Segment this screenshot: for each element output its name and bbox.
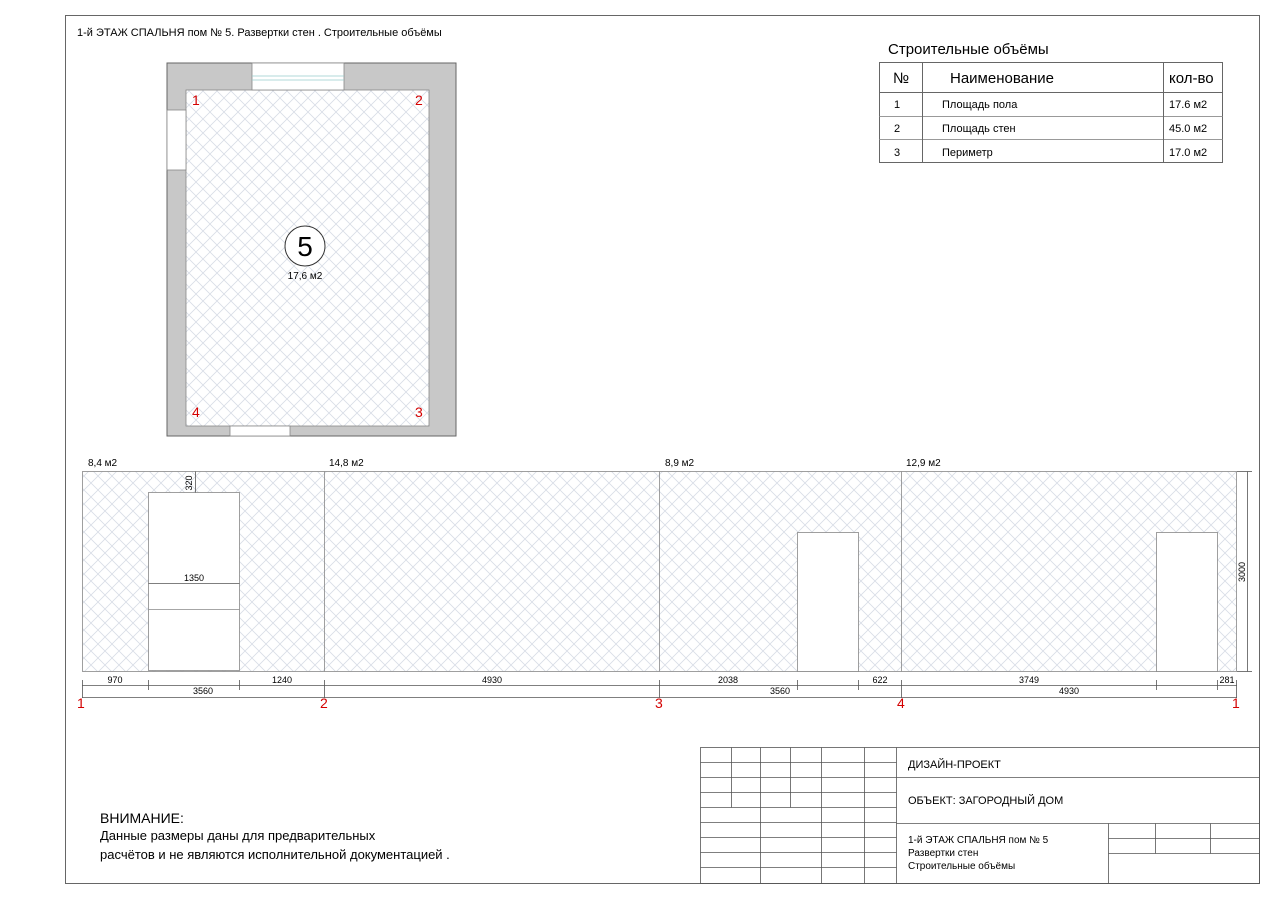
title-sheet-line-1: 1-й ЭТАЖ СПАЛЬНЯ пом № 5	[908, 835, 1049, 846]
elev-corner-4: 4	[897, 695, 905, 711]
room-number: 5	[297, 231, 313, 262]
volumes-table	[880, 41, 1223, 163]
dim-3560-a: 3560	[192, 686, 214, 696]
row-2-number: 2	[894, 123, 901, 135]
elev-corner-1: 1	[77, 695, 85, 711]
dim-970: 970	[107, 675, 123, 685]
row-1-qty: 17.6 м2	[1169, 99, 1208, 111]
title-object: ОБЪЕКТ: ЗАГОРОДНЫЙ ДОМ	[908, 795, 1064, 807]
elev-corner-3: 3	[655, 695, 663, 711]
elev-corner-2: 2	[320, 695, 328, 711]
notice-line-2: расчётов и не являются исполнительной документацией .	[100, 847, 450, 862]
plan-corner-3: 3	[415, 404, 423, 420]
row-2-name: Площадь стен	[942, 123, 1016, 135]
volumes-title: Строительные объёмы	[888, 41, 1049, 58]
wall-area-4: 12,9 м2	[906, 458, 941, 469]
room-area: 17,6 м2	[287, 271, 323, 282]
wall-area-2: 14,8 м2	[329, 458, 364, 469]
title-sheet-line-2: Развертки стен	[908, 848, 979, 859]
window-width-dim: 1350	[183, 573, 205, 583]
dim-4930-a: 4930	[481, 675, 503, 685]
elev-corner-1-end: 1	[1232, 695, 1240, 711]
wall-area-1: 8,4 м2	[88, 458, 118, 469]
dim-3749: 3749	[1018, 675, 1040, 685]
plan-corner-4: 4	[192, 404, 200, 420]
plan-door-bottom	[230, 426, 290, 436]
dim-2038: 2038	[717, 675, 739, 685]
dim-3560-b: 3560	[769, 686, 791, 696]
notice-title: ВНИМАНИЕ:	[100, 810, 184, 826]
dim-4930-b: 4930	[1058, 686, 1080, 696]
dim-281: 281	[1219, 675, 1235, 685]
row-3-qty: 17.0 м2	[1169, 147, 1208, 159]
header-qty: кол-во	[1169, 70, 1214, 87]
notice-line-1: Данные размеры даны для предварительных	[100, 828, 376, 843]
dim-1240: 1240	[271, 675, 293, 685]
row-3-name: Периметр	[942, 147, 993, 159]
row-2-qty: 45.0 м2	[1169, 123, 1208, 135]
header-number: №	[893, 70, 910, 87]
row-3-number: 3	[894, 147, 901, 159]
plan-corner-1: 1	[192, 92, 200, 108]
notice	[100, 810, 450, 862]
row-1-number: 1	[894, 99, 901, 111]
plan-corner-2: 2	[415, 92, 423, 108]
wall-elevation	[77, 458, 1252, 711]
title-sheet-line-3: Строительные объёмы	[908, 861, 1016, 872]
floor-plan	[167, 63, 456, 436]
elevation-door-2	[1157, 533, 1218, 672]
wall-area-3: 8,9 м2	[665, 458, 695, 469]
row-1-name: Площадь пола	[942, 99, 1018, 111]
header-name: Наименование	[950, 70, 1054, 87]
plan-window-top	[252, 63, 344, 90]
title-project: ДИЗАЙН-ПРОЕКТ	[908, 759, 1001, 771]
dim-622: 622	[872, 675, 888, 685]
sheet-header: 1-й ЭТАЖ СПАЛЬНЯ пом № 5. Развертки стен . Строительные объёмы	[77, 27, 442, 39]
plan-opening-left	[167, 110, 186, 170]
window-top-dim: 320	[184, 475, 194, 491]
elevation-door-1	[798, 533, 859, 672]
height-dim: 3000	[1237, 561, 1247, 583]
